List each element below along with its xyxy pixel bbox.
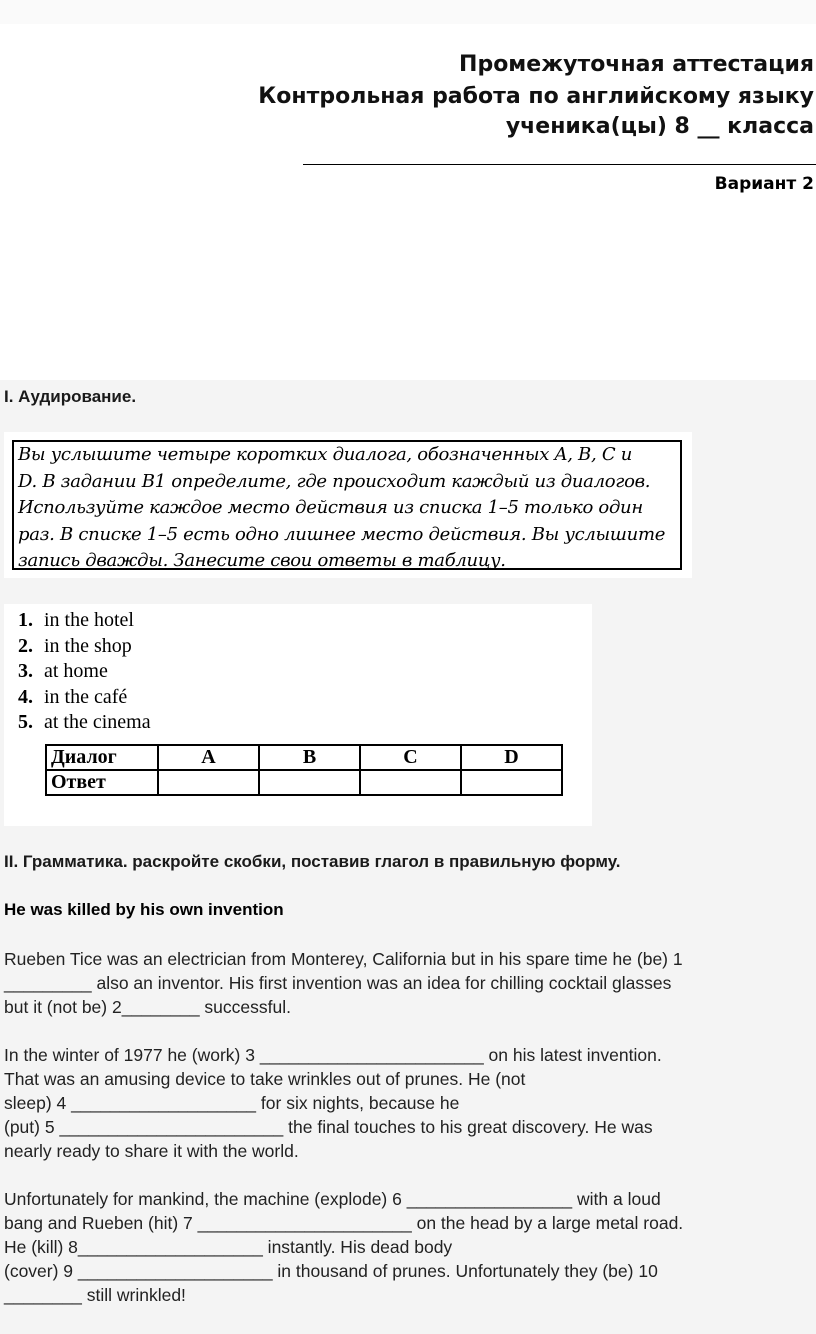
listening-task-panel [4,432,692,578]
table-header-cell: Диалог [46,745,158,770]
place-text: at home [44,660,108,682]
table-header-cell: C [360,745,461,770]
list-item [18,685,151,711]
answer-cell[interactable] [259,770,360,795]
text-line: That was an amusing device to take wrinkles out of prunes. He (not [4,1069,526,1089]
paragraph-1 [4,947,816,1019]
text-line: (cover) 9 ____________________ in thousand of prunes. Unfortunately they (be) 10 [4,1261,658,1281]
answer-cell[interactable] [461,770,562,795]
instruction-line: Используйте каждое место действия из списка 1–5 только один [18,497,643,518]
section-grammar-title: II. Грамматика. раскройте скобки, поставив глагол в правильную форму. [4,852,621,871]
text-line: In the winter of 1977 he (work) 3 _______________________ on his latest invention. [4,1045,662,1065]
paragraph-2 [4,1043,816,1163]
section-listening-title: I. Аудирование. [4,387,137,406]
answer-table [45,744,563,796]
list-item [18,608,151,634]
header-title-2: Контрольная работа по английскому языку [258,84,814,109]
table-row [46,745,562,770]
place-text: at the cinema [44,711,151,733]
story-title: He was killed by his own invention [4,900,284,919]
list-number: 5. [18,711,33,733]
text-line: sleep) 4 ___________________ for six nights, because he [4,1093,460,1113]
places-list [18,608,151,736]
list-number: 3. [18,660,33,682]
header-title-3: ученика(цы) 8 __ класса [505,114,814,139]
list-number: 4. [18,685,33,708]
table-header-cell: A [158,745,259,770]
list-item [18,710,151,736]
text-line: nearly ready to share it with the world. [4,1141,299,1161]
text-line: bang and Rueben (hit) 7 ______________________ on the head by a large metal road. [4,1213,684,1233]
place-text: in the hotel [44,609,134,631]
variant-label: Вариант 2 [714,174,814,194]
text-line: He (kill) 8___________________ instantly. His dead body [4,1237,453,1257]
instruction-line: Вы услышите четыре коротких диалога, обозначенных A, B, C и [18,444,633,465]
text-line: ________ still wrinkled! [4,1285,186,1305]
header-panel [0,24,816,380]
name-underline [303,164,816,165]
instruction-line: раз. В списке 1–5 есть одно лишнее место действия. Вы услышите [18,523,666,545]
table-header-cell: B [259,745,360,770]
places-panel [4,604,592,826]
place-text: in the café [44,685,128,708]
table-header-cell: D [461,745,562,770]
place-text: in the shop [44,634,132,657]
answer-cell[interactable] [158,770,259,795]
instruction-line: запись дважды. Занесите свои ответы в таблицу. [18,550,506,571]
header-title-1: Промежуточная аттестация [459,52,814,77]
list-number: 1. [18,609,33,631]
list-number: 2. [18,634,33,657]
paragraph-3 [4,1187,816,1307]
text-line: but it (not be) 2________ successful. [4,997,291,1017]
answer-cell[interactable] [360,770,461,795]
text-line: (put) 5 _______________________ the final touches to his great discovery. He was [4,1117,653,1137]
listening-instructions-box [12,440,682,570]
table-header-cell: Ответ [46,770,158,795]
text-line: Rueben Tice was an electrician from Monterey, California but in his spare time he (be) 1 [4,949,683,969]
table-row [46,770,562,795]
list-item [18,659,151,685]
list-item [18,634,151,660]
instruction-line: D. В задании B1 определите, где происходит каждый из диалогов. [18,470,651,492]
text-line: Unfortunately for mankind, the machine (explode) 6 _________________ with a loud [4,1189,661,1209]
text-line: _________ also an inventor. His first invention was an idea for chilling cocktail glasses [4,973,672,993]
